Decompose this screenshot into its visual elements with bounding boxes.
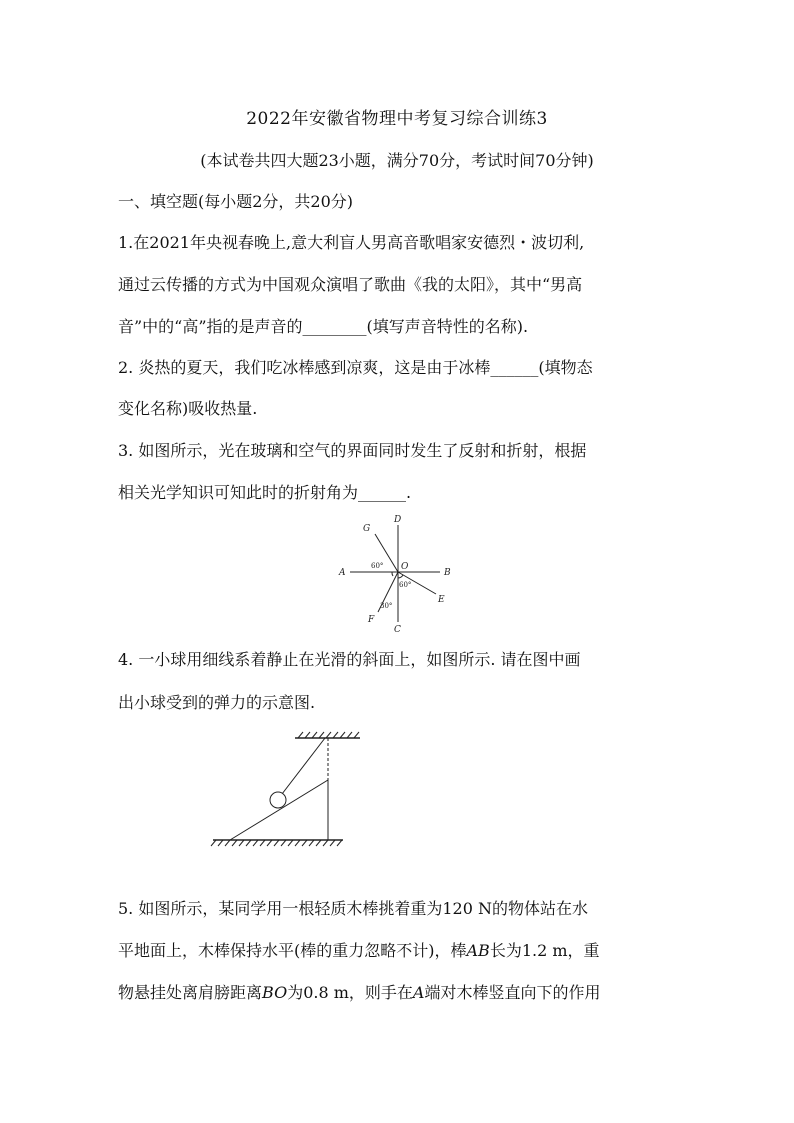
ball: [270, 792, 286, 808]
incline-ball-diagram: [210, 728, 360, 853]
question-5-line-1: 5. 如图所示，某同学用一根轻质木棒挑着重为120 N的物体站在水: [118, 899, 588, 918]
angle-label-of: 30°: [380, 602, 393, 610]
question-1-line-3: 音”中的“高”指的是声音的________(填写声音特性的名称).: [118, 317, 529, 336]
label-d: D: [394, 515, 402, 525]
label-a: A: [339, 568, 346, 578]
q5-text: 端对木棒竖直向下的作用: [424, 983, 601, 1002]
q5-text: 平地面上，木棒保持水平(棒的重力忽略不计)，棒: [118, 941, 467, 960]
section-heading: 一、填空题(每小题2分，共20分): [118, 192, 354, 211]
page-title: 2022年安徽省物理中考复习综合训练3: [246, 109, 548, 129]
question-2-line-1: 2. 炎热的夏天，我们吃冰棒感到凉爽，这是由于冰棒______(填物态: [118, 358, 593, 377]
question-1-line-2: 通过云传播的方式为中国观众演唱了歌曲《我的太阳》，其中“男高: [118, 275, 583, 294]
ground-hatch: [211, 840, 342, 846]
q5-text: 为0.8 m，则手在: [287, 983, 413, 1002]
q5-var-ab: AB: [466, 941, 490, 960]
label-b: B: [444, 568, 451, 578]
exam-info: (本试卷共四大题23小题，满分70分，考试时间70分钟): [200, 151, 594, 170]
angle-arc-right: [398, 575, 403, 578]
angle-label-oe: 60°: [399, 581, 412, 589]
question-4-line-1: 4. 一小球用细线系着静止在光滑的斜面上，如图所示. 请在图中画: [118, 650, 581, 669]
label-e: E: [438, 595, 445, 605]
q5-text: 长为1.2 m，重: [489, 941, 600, 960]
question-5-line-3: [118, 983, 683, 1003]
q5-var-a: A: [412, 983, 425, 1002]
question-5-line-2: [118, 941, 683, 961]
question-2-line-2: 变化名称)吸收热量.: [118, 399, 258, 418]
angle-label-go: 60°: [371, 562, 384, 570]
label-g: G: [363, 524, 371, 534]
q5-var-bo: BO: [262, 983, 288, 1002]
ceiling-hatch: [298, 732, 359, 738]
q5-text: 物悬挂处离肩膀距离: [118, 983, 263, 1002]
question-1-line-1: 1.在2021年央视春晚上,意大利盲人男高音歌唱家安德烈・波切利,: [118, 233, 585, 252]
incline: [230, 780, 328, 840]
question-4-line-2: 出小球受到的弹力的示意图.: [118, 693, 316, 712]
label-c: C: [394, 625, 401, 635]
label-f: F: [368, 615, 375, 625]
question-3-line-2: 相关光学知识可知此时的折射角为______.: [118, 483, 412, 502]
label-o: O: [401, 562, 409, 572]
angle-arc-left: [392, 572, 393, 576]
question-3-line-1: 3. 如图所示，光在玻璃和空气的界面同时发生了反射和折射，根据: [118, 441, 587, 460]
refraction-diagram: [335, 512, 465, 637]
